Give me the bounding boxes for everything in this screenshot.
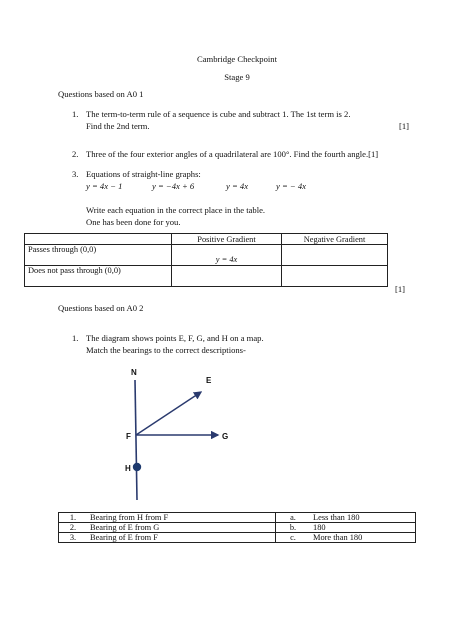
option-desc: Less than 180 bbox=[310, 513, 416, 523]
option-letter: c. bbox=[276, 533, 311, 543]
equation-3: y = 4x bbox=[226, 181, 249, 191]
label-f: F bbox=[126, 432, 131, 441]
label-n: N bbox=[131, 368, 137, 377]
table-row bbox=[25, 245, 388, 266]
option-letter: a. bbox=[276, 513, 311, 523]
gradient-table bbox=[24, 233, 388, 287]
gradient-header-negative: Negative Gradient bbox=[282, 234, 388, 245]
gradient-table-header bbox=[25, 234, 388, 245]
page-title: Cambridge Checkpoint bbox=[197, 54, 277, 64]
table-row bbox=[59, 513, 416, 523]
s2-q1-number: 1. bbox=[72, 333, 79, 343]
bearing-item: Bearing of E from G bbox=[87, 523, 276, 533]
label-g: G bbox=[222, 432, 229, 441]
q3-marks: [1] bbox=[395, 284, 406, 294]
q1-number: 1. bbox=[72, 109, 79, 119]
q1-text-line2: Find the 2nd term. bbox=[86, 121, 150, 131]
item-number: 1. bbox=[59, 513, 88, 523]
answer-cell[interactable] bbox=[282, 245, 388, 266]
north-line bbox=[135, 380, 137, 500]
stage-label: Stage 9 bbox=[224, 72, 250, 82]
answer-cell[interactable] bbox=[172, 266, 282, 287]
bearing-table bbox=[58, 512, 416, 543]
table-row bbox=[59, 523, 416, 533]
label-e: E bbox=[206, 376, 212, 385]
point-h-dot bbox=[133, 463, 141, 471]
gradient-header-blank bbox=[25, 234, 172, 245]
bearing-diagram bbox=[110, 360, 250, 508]
answer-cell[interactable] bbox=[282, 266, 388, 287]
q3-number: 3. bbox=[72, 169, 79, 179]
q3-instruction: Write each equation in the correct place in the table. bbox=[86, 205, 266, 215]
q2-text: Three of the four exterior angles of a quadrilateral are 100°. Find the fourth angle.[1] bbox=[86, 149, 379, 159]
option-desc: 180 bbox=[310, 523, 416, 533]
q1-text: The term-to-term rule of a sequence is cube and subtract 1. The 1st term is 2. bbox=[86, 109, 351, 119]
gradient-header-positive: Positive Gradient bbox=[172, 234, 282, 245]
q3-intro: Equations of straight-line graphs: bbox=[86, 169, 201, 179]
item-number: 3. bbox=[59, 533, 88, 543]
equation-1: y = 4x − 1 bbox=[86, 181, 123, 191]
arrow-to-e bbox=[136, 392, 201, 435]
equation-4: y = − 4x bbox=[276, 181, 306, 191]
table-row bbox=[59, 533, 416, 543]
label-h: H bbox=[125, 464, 131, 473]
s2-q1-text-line2: Match the bearings to the correct descriptions- bbox=[86, 345, 246, 355]
section1-heading: Questions based on A0 1 bbox=[58, 89, 144, 99]
s2-q1-text: The diagram shows points E, F, G, and H on a map. bbox=[86, 333, 264, 343]
section2-heading: Questions based on A0 2 bbox=[58, 303, 144, 313]
row-label: Passes through (0,0) bbox=[25, 245, 172, 266]
option-letter: b. bbox=[276, 523, 311, 533]
table-row bbox=[25, 266, 388, 287]
bearing-item: Bearing from H from F bbox=[87, 513, 276, 523]
row-label: Does not pass through (0,0) bbox=[25, 266, 172, 287]
q1-marks: [1] bbox=[399, 121, 410, 131]
option-desc: More than 180 bbox=[310, 533, 416, 543]
equation-2: y = −4x + 6 bbox=[152, 181, 195, 191]
q2-number: 2. bbox=[72, 149, 79, 159]
bearing-item: Bearing of E from F bbox=[87, 533, 276, 543]
item-number: 2. bbox=[59, 523, 88, 533]
answer-cell[interactable]: y = 4x bbox=[172, 245, 282, 266]
q3-instruction-2: One has been done for you. bbox=[86, 217, 181, 227]
